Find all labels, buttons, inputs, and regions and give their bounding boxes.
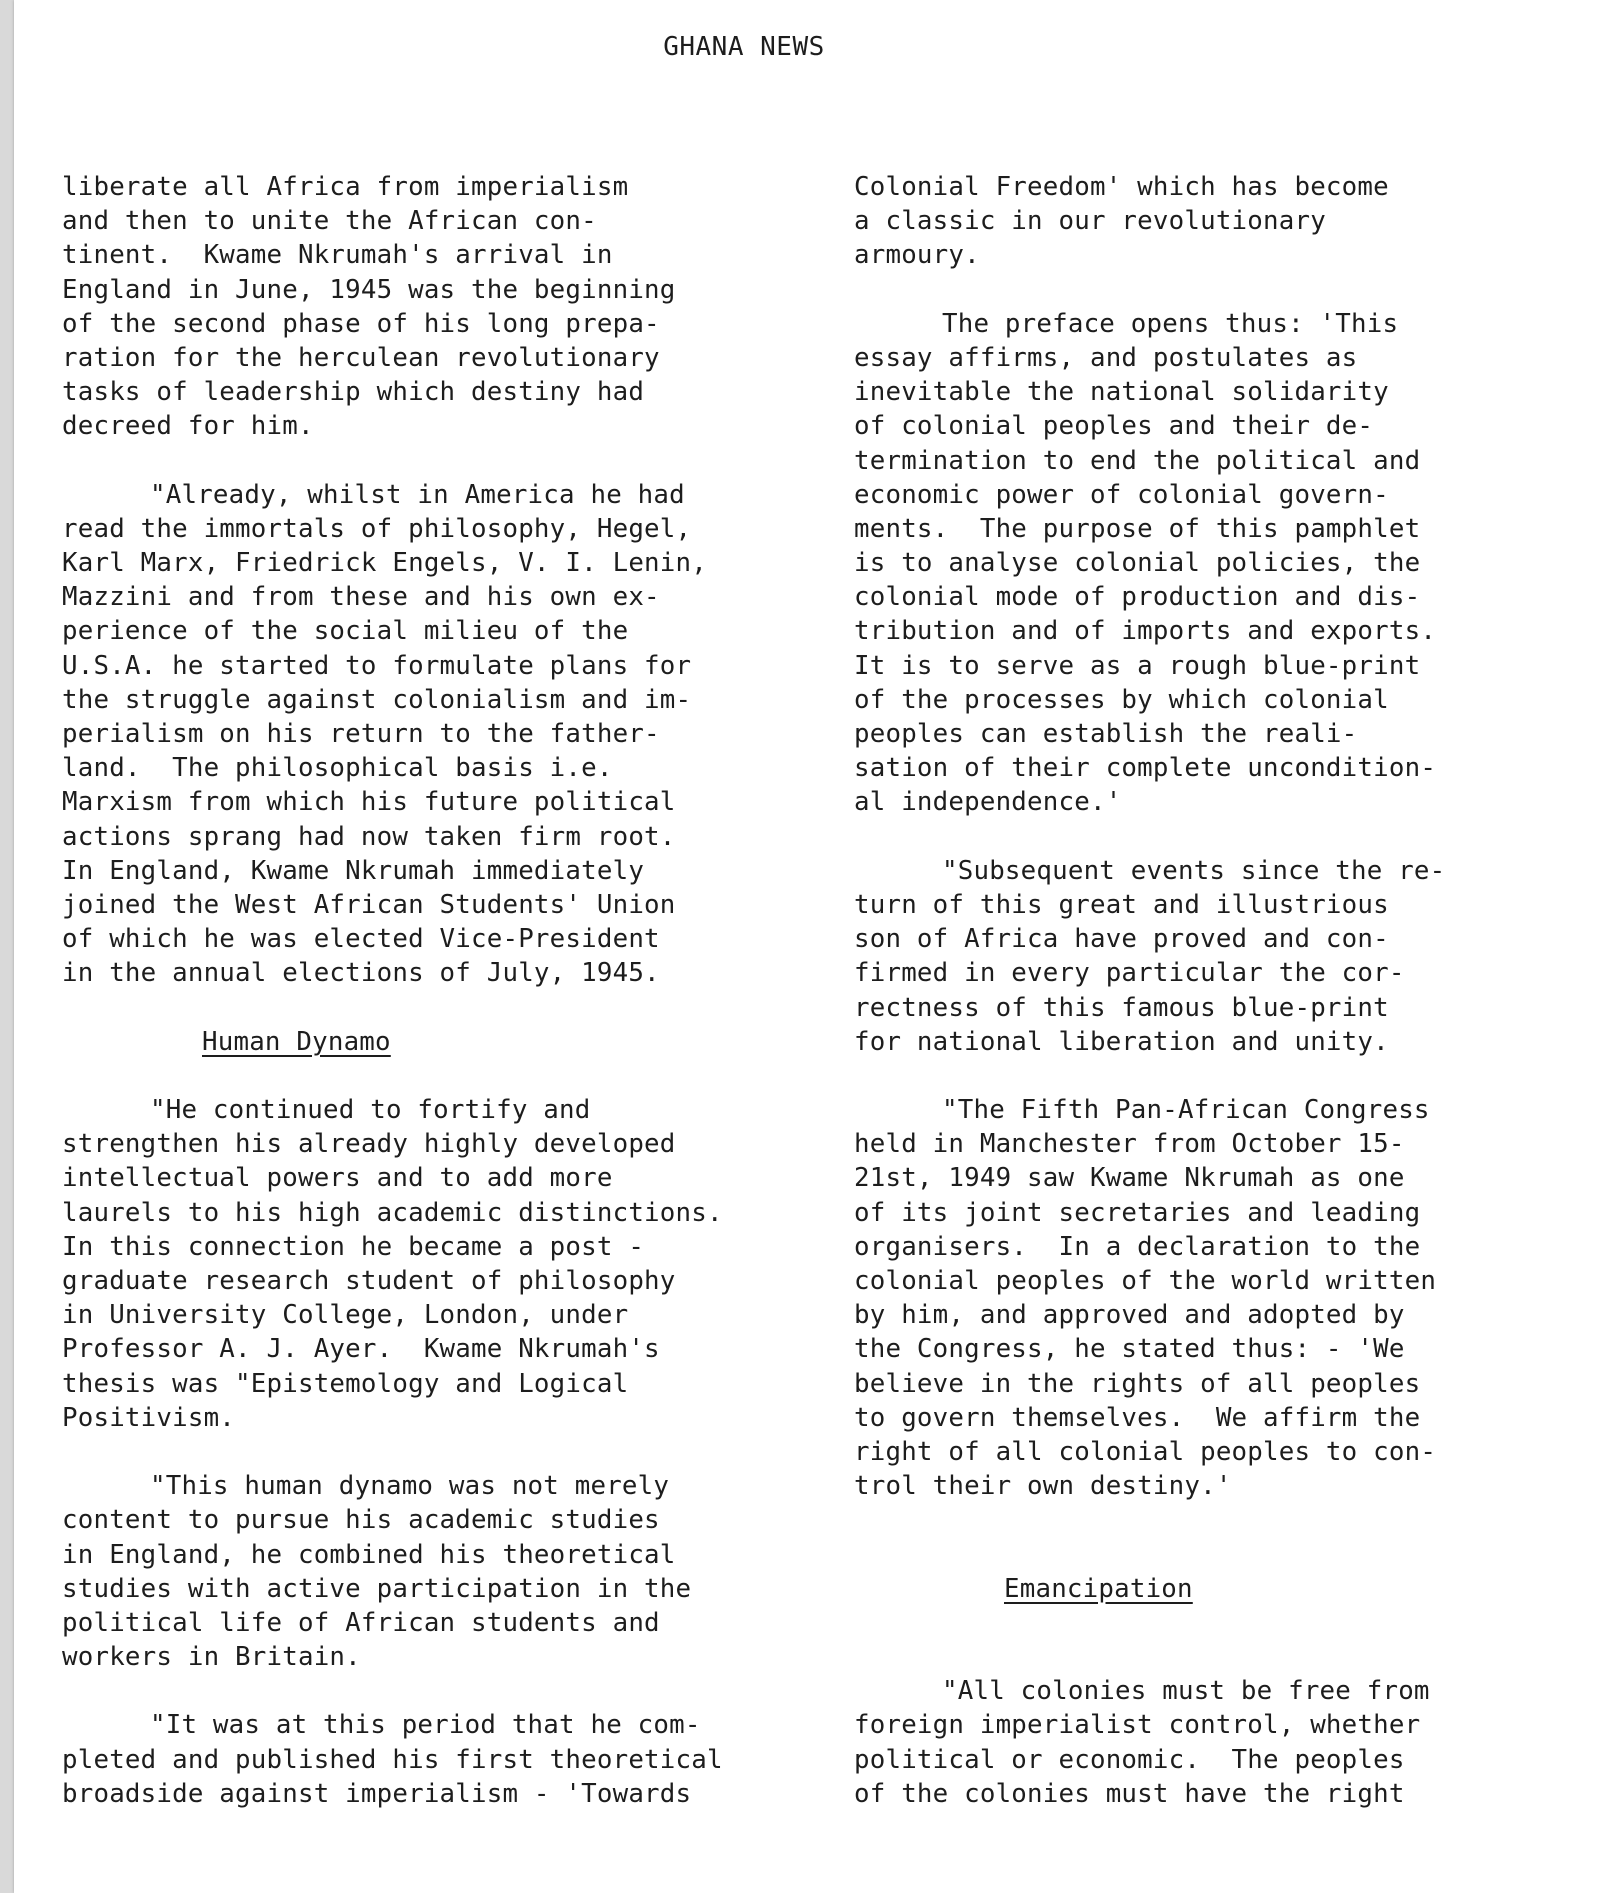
paragraph-gap [854,1640,1594,1674]
text-line: a classic in our revolutionary [854,206,1326,237]
text-line: colonial mode of production and dis- [854,582,1421,613]
text-line: al independence.' [854,787,1122,818]
text-line: of colonial peoples and their de- [854,411,1374,442]
text-line: perialism on his return to the father- [62,719,660,749]
paragraph [62,170,802,444]
text-line: strengthen his already highly developed [62,1129,676,1160]
text-line: perience of the social milieu of the [62,616,629,647]
text-line: Marxism from which his future political [62,787,676,818]
text-line: read the immortals of philosophy, Hegel, [62,513,692,544]
text-line: "This human dynamo was not merely [150,1471,670,1502]
text-line: thesis was "Epistemology and Logical [62,1368,629,1399]
paragraph [854,170,1594,273]
text-line: "Already, whilst in America he had [150,479,685,510]
text-line: organisers. In a declaration to the [854,1231,1421,1262]
text-line: pleted and published his first theoretical [62,1744,723,1775]
page-header: GHANA NEWS [663,32,825,62]
text-line: decreed for him. [62,411,314,442]
text-line: Mazzini and from these and his own ex- [62,582,660,613]
paragraph [62,1708,802,1811]
text-line: in the annual elections of July, 1945. [62,958,660,989]
paragraph [62,1469,802,1674]
text-line: by him, and approved and adopted by [854,1300,1405,1331]
text-line: "It was at this period that he com- [150,1710,701,1741]
text-line: in England, he combined his theoretical [62,1539,676,1570]
text-line: Karl Marx, Friedrick Engels, V. I. Lenin, [62,548,707,579]
text-line: the struggle against colonialism and im- [62,684,692,715]
text-line: sation of their complete uncondition- [854,753,1437,784]
text-line: "The Fifth Pan-African Congress [942,1095,1430,1126]
paragraph [854,1674,1594,1811]
text-line: right of all colonial peoples to con- [854,1436,1437,1467]
text-line: 21st, 1949 saw Kwame Nkrumah as one [854,1163,1405,1194]
paragraph [62,1093,802,1435]
text-line: and then to unite the African con- [62,206,597,237]
text-line: ration for the herculean revolutionary [62,342,660,373]
paragraph [62,478,802,991]
paragraph-gap [62,1059,802,1093]
text-line: "Subsequent events since the re- [942,855,1446,886]
text-line: ments. The purpose of this pamphlet [854,513,1421,544]
paragraph-gap [854,1503,1594,1537]
text-line: economic power of colonial govern- [854,479,1389,510]
text-line: studies with active participation in the [62,1573,692,1604]
paragraph-gap [62,991,802,1025]
text-line: of the second phase of his long prepa- [62,308,660,339]
text-line: Professor A. J. Ayer. Kwame Nkrumah's [62,1334,660,1365]
text-line: is to analyse colonial policies, the [854,548,1421,579]
text-line: joined the West African Students' Union [62,889,676,920]
text-line: rectness of this famous blue-print [854,992,1389,1023]
text-line: firmed in every particular the cor- [854,958,1405,989]
paragraph-gap [854,1606,1594,1640]
text-line: liberate all Africa from imperialism [62,172,629,202]
text-line: In England, Kwame Nkrumah immediately [62,855,645,886]
text-line: political or economic. The peoples [854,1744,1405,1775]
text-line: peoples can establish the reali- [854,719,1358,749]
text-line: termination to end the political and [854,445,1421,476]
text-line: of the colonies must have the right [854,1778,1405,1809]
text-line: tasks of leadership which destiny had [62,377,645,408]
paragraph-gap [854,820,1594,854]
text-line: to govern themselves. We affirm the [854,1402,1421,1433]
text-line: for national liberation and unity. [854,1026,1389,1057]
text-line: trol their own destiny.' [854,1471,1232,1502]
text-line: graduate research student of philosophy [62,1266,676,1296]
section-heading [62,1025,802,1059]
paragraph-gap [62,1435,802,1469]
text-line: the Congress, he stated thus: - 'We [854,1334,1405,1365]
paragraph-gap [62,1674,802,1708]
text-line: colonial peoples of the world written [854,1266,1437,1296]
text-line: "All colonies must be free from [942,1676,1430,1707]
paragraph [854,1093,1594,1503]
text-line: Positivism. [62,1402,236,1433]
paragraph-gap [854,1059,1594,1093]
text-line: land. The philosophical basis i.e. [62,753,613,784]
text-line: content to pursue his academic studies [62,1505,660,1536]
text-line: England in June, 1945 was the beginning [62,274,676,305]
left-column [62,170,802,1811]
text-line: turn of this great and illustrious [854,889,1389,920]
right-column [854,170,1594,1811]
text-line: "He continued to fortify and [150,1095,591,1126]
text-line: The preface opens thus: 'This [942,308,1399,339]
document-page [14,0,1600,1893]
text-line: son of Africa have proved and con- [854,924,1389,955]
paragraph [854,854,1594,1059]
text-line: of which he was elected Vice-President [62,924,660,955]
text-line: Colonial Freedom' which has become [854,172,1389,202]
section-heading-text: Human Dynamo [202,1026,391,1057]
section-heading-text: Emancipation [1004,1573,1193,1604]
text-line: of the processes by which colonial [854,684,1389,715]
text-line: laurels to his high academic distinctions. [62,1197,723,1228]
text-line: held in Manchester from October 15- [854,1129,1405,1160]
paragraph-gap [854,273,1594,307]
text-line: of its joint secretaries and leading [854,1197,1421,1228]
text-line: workers in Britain. [62,1642,361,1673]
text-line: U.S.A. he started to formulate plans for [62,650,692,681]
paragraph-gap [854,1538,1594,1572]
text-line: intellectual powers and to add more [62,1163,613,1194]
text-line: broadside against imperialism - 'Towards [62,1778,692,1809]
text-line: It is to serve as a rough blue-print [854,650,1421,681]
text-line: tribution and of imports and exports. [854,616,1437,647]
text-line: actions sprang had now taken firm root. [62,821,676,852]
text-line: essay affirms, and postulates as [854,342,1358,373]
text-line: armoury. [854,240,980,271]
section-heading [854,1572,1594,1606]
text-line: tinent. Kwame Nkrumah's arrival in [62,240,613,271]
text-line: believe in the rights of all peoples [854,1368,1421,1399]
text-line: In this connection he became a post - [62,1231,645,1262]
text-line: in University College, London, under [62,1300,629,1331]
text-line: inevitable the national solidarity [854,377,1389,408]
text-line: foreign imperialist control, whether [854,1710,1421,1741]
text-line: political life of African students and [62,1607,660,1638]
paragraph [854,307,1594,820]
paragraph-gap [62,444,802,478]
